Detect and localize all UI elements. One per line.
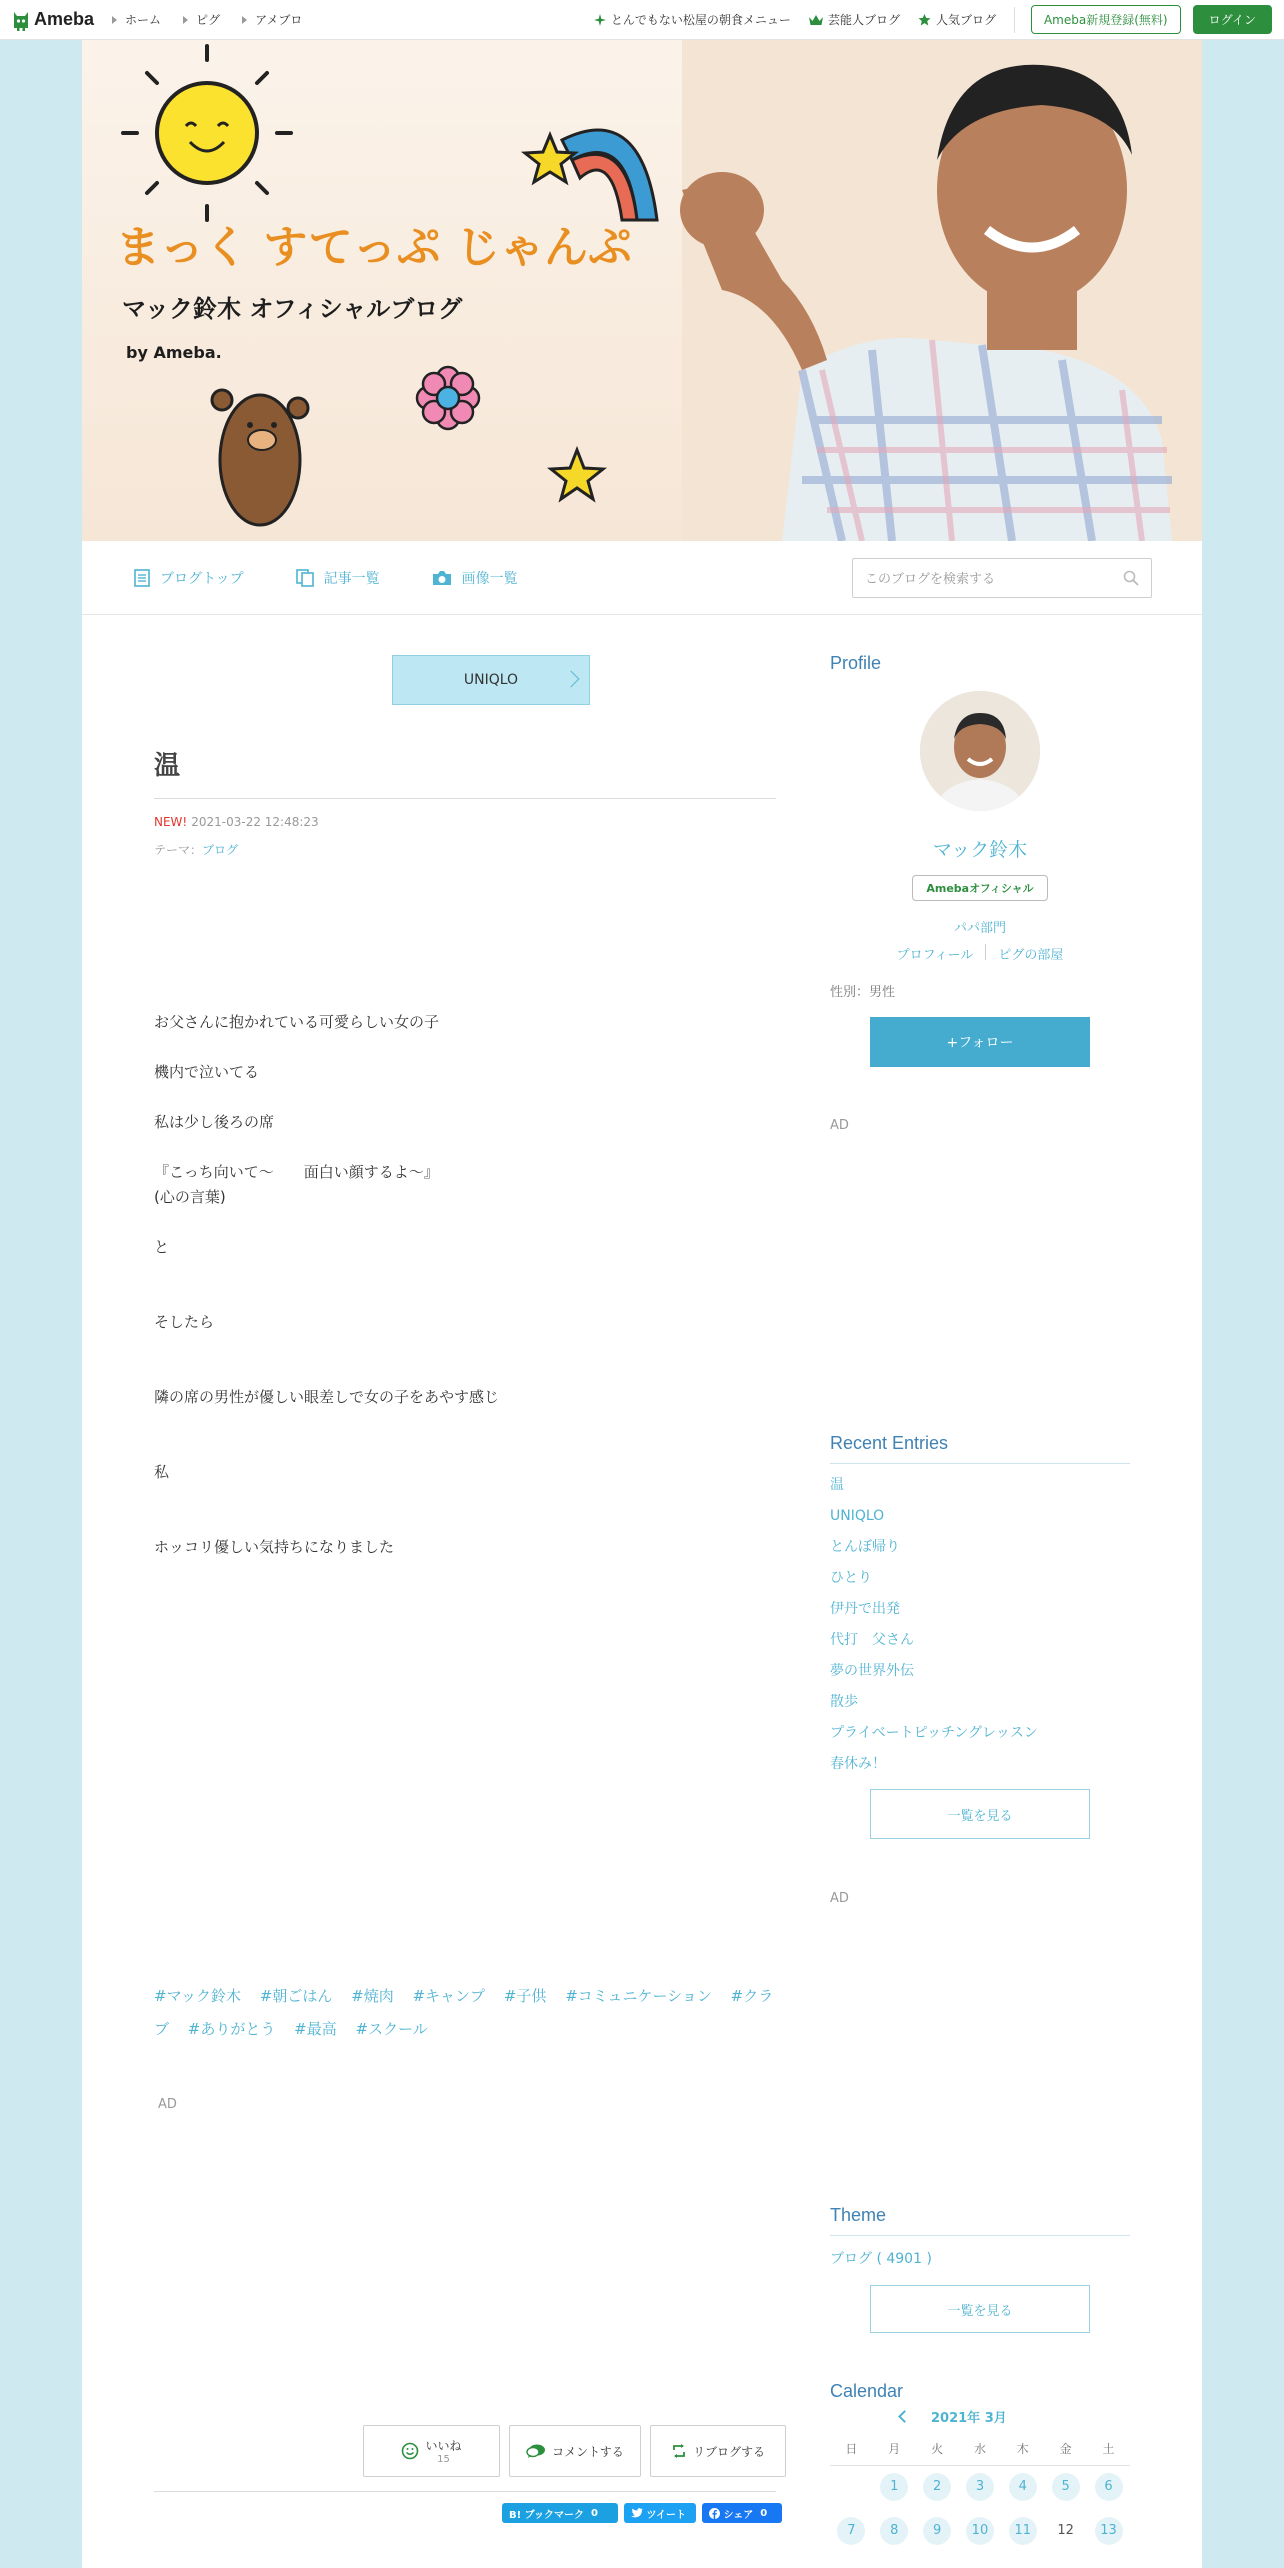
entry-meta: [154, 815, 319, 829]
tweet-button[interactable]: ツイート: [624, 2503, 696, 2523]
register-button[interactable]: Ameba新規登録(無料): [1031, 5, 1181, 34]
entry-theme: テーマ：ブログ: [154, 843, 239, 857]
blogger-photo: [680, 40, 1202, 541]
document-icon: [134, 569, 150, 587]
calendar-day[interactable]: 9: [923, 2517, 951, 2545]
weekday-label: 土: [1087, 2433, 1130, 2465]
entry-title: 温: [154, 745, 776, 799]
flower-illustration: [417, 367, 479, 429]
like-button[interactable]: [363, 2425, 500, 2477]
ameba-logo[interactable]: [12, 8, 94, 32]
entry-body: [154, 1010, 776, 1560]
divider: [154, 2491, 776, 2492]
calendar-day[interactable]: 5: [1052, 2473, 1080, 2501]
body-line: 隣の席の男性が優しい眼差しで女の子をあやす感じ: [154, 1388, 500, 1406]
header-by-ameba: by Ameba.: [126, 343, 222, 362]
share-buttons: [496, 2503, 782, 2523]
hashtag-list: [154, 1980, 776, 2046]
entry-actions: [354, 2425, 786, 2477]
calendar-month: 2021年 3月: [931, 2411, 1007, 2426]
nav-ameblo[interactable]: アメブロ: [242, 11, 302, 28]
official-badge: Amebaオフィシャル: [912, 875, 1048, 901]
calendar-day[interactable]: 6: [1095, 2473, 1123, 2501]
like-count: 15: [437, 2453, 450, 2465]
hashtag[interactable]: #クラブ: [154, 1987, 774, 2038]
profile-link[interactable]: プロフィール: [896, 948, 974, 963]
recent-entry[interactable]: 伊丹で出発: [830, 1601, 900, 1617]
shooting-star-illustration: [525, 130, 657, 220]
weekday-label: 金: [1044, 2433, 1087, 2465]
see-all-themes-button[interactable]: 一覧を見る: [870, 2285, 1090, 2333]
recent-entry[interactable]: とんぼ帰り: [830, 1539, 900, 1555]
calendar-day[interactable]: 8: [880, 2517, 908, 2545]
camera-icon: [432, 570, 452, 586]
entry-theme-link[interactable]: ブログ: [202, 843, 239, 857]
calendar-nav: [900, 2407, 1007, 2426]
hashtag[interactable]: #コミュニケーション: [565, 1987, 712, 2005]
calendar-day[interactable]: 13: [1095, 2517, 1123, 2545]
star-icon: [918, 14, 931, 26]
smile-icon: [401, 2442, 419, 2460]
matsuya-link[interactable]: とんでもない松屋の朝食メニュー: [594, 11, 791, 28]
calendar-day[interactable]: 11: [1009, 2517, 1037, 2545]
image-list-link[interactable]: 画像一覧: [432, 568, 518, 588]
profile-name[interactable]: マック鈴木: [932, 839, 1028, 861]
theme-link[interactable]: ブログ ( 4901 ): [830, 2251, 932, 2267]
hashtag[interactable]: #子供: [503, 1987, 547, 2005]
calendar-heading: Calendar: [830, 2381, 904, 2401]
body-line: 機内で泣いてる: [154, 1063, 260, 1081]
header-illustration: [82, 40, 1202, 541]
hashtag[interactable]: #スクール: [355, 2020, 428, 2038]
weekday-label: 日: [830, 2433, 873, 2465]
body-line: と: [154, 1238, 170, 1256]
comment-icon: [526, 2443, 546, 2459]
recent-entry[interactable]: 散歩: [830, 1694, 858, 1710]
reblog-icon: [671, 2443, 687, 2459]
sun-illustration: [123, 46, 291, 220]
ameba-cat-icon: [12, 8, 30, 32]
hashtag[interactable]: #キャンプ: [412, 1987, 486, 2005]
hatena-count: 0: [590, 2507, 598, 2519]
recent-entry[interactable]: UNIQLO: [830, 1508, 885, 1524]
entry-list-link[interactable]: 記事一覧: [296, 568, 380, 588]
entry-datetime: 2021-03-22 12:48:23: [191, 815, 319, 829]
copy-icon: [296, 569, 314, 587]
facebook-count: 0: [760, 2507, 768, 2519]
hashtag[interactable]: #焼肉: [351, 1987, 394, 2005]
recent-entry[interactable]: 夢の世界外伝: [830, 1663, 914, 1679]
calendar-day[interactable]: 1: [880, 2473, 908, 2501]
nav-home[interactable]: ホーム: [112, 11, 161, 28]
facebook-icon: [709, 2508, 720, 2519]
facebook-share-button[interactable]: シェア 0: [702, 2503, 782, 2523]
weekday-label: 火: [916, 2433, 959, 2465]
ad-label: AD: [830, 1118, 849, 1133]
main-content: [82, 615, 1202, 2568]
celebrity-blog-link[interactable]: 芸能人ブログ: [809, 11, 900, 28]
login-button[interactable]: ログイン: [1193, 5, 1272, 34]
calendar-day[interactable]: 7: [837, 2517, 865, 2545]
header-actions: [594, 5, 1284, 34]
ad-label: AD: [830, 1891, 849, 1906]
recent-entry[interactable]: ひとり: [830, 1570, 872, 1586]
crown-icon: [809, 14, 823, 26]
avatar[interactable]: [920, 691, 1040, 811]
chevron-left-icon[interactable]: [898, 2410, 911, 2423]
category-link[interactable]: パパ部門: [953, 921, 1006, 936]
hashtag[interactable]: #最高: [294, 2020, 337, 2038]
recent-entry[interactable]: 代打 父さん: [830, 1632, 914, 1648]
calendar-day[interactable]: 10: [966, 2517, 994, 2545]
next-entry-button[interactable]: UNIQLO: [392, 655, 590, 705]
hashtag[interactable]: #朝ごはん: [259, 1987, 333, 2005]
body-line: 『こっち向いて〜 面白い顔するよ〜』: [154, 1163, 439, 1181]
theme-heading: Theme: [830, 2205, 1130, 2236]
recent-entries-list: [830, 1475, 1130, 1785]
blog-top-link[interactable]: ブログトップ: [134, 568, 244, 588]
bear-illustration: [212, 390, 308, 525]
profile-heading: Profile: [830, 653, 882, 673]
small-star-illustration: [551, 450, 603, 499]
header-title-line2: マック鈴木 オフィシャルブログ: [122, 295, 463, 323]
recent-entry[interactable]: 春休み！: [830, 1756, 886, 1772]
global-nav: [112, 11, 324, 28]
sparkle-icon: [594, 14, 606, 26]
reblog-button[interactable]: リブログする: [650, 2425, 786, 2477]
profile-links: [830, 944, 1130, 963]
divider: [985, 944, 986, 960]
hashtag[interactable]: #マック鈴木: [154, 1987, 241, 2005]
hatena-bookmark-button[interactable]: B! ブックマーク 0: [502, 2503, 618, 2523]
calendar: [830, 2433, 1130, 2553]
blog-nav: [82, 541, 1202, 615]
weekday-label: 木: [1001, 2433, 1044, 2465]
weekday-label: 水: [959, 2433, 1002, 2465]
hashtag[interactable]: #ありがとう: [187, 2020, 276, 2038]
body-line: ホッコリ優しい気持ちになりました: [154, 1538, 395, 1556]
nav-pigg[interactable]: ピグ: [183, 11, 220, 28]
twitter-icon: [631, 2508, 643, 2518]
ameba-logo-text: Ameba: [34, 9, 95, 29]
new-badge: NEW!: [154, 815, 188, 829]
body-line: そしたら: [154, 1313, 215, 1331]
body-line: (心の言葉): [154, 1188, 226, 1206]
triangle-icon: [183, 16, 188, 24]
recent-entries-heading: Recent Entries: [830, 1433, 1130, 1464]
calendar-empty: [830, 2465, 873, 2509]
triangle-icon: [242, 16, 247, 24]
search-placeholder: このブログを検索する: [865, 572, 996, 587]
calendar-day[interactable]: 2: [923, 2473, 951, 2501]
avatar-photo: [920, 691, 1040, 811]
chevron-right-icon: [563, 671, 580, 688]
like-label: いいね: [425, 2438, 462, 2453]
header-title-part1: まっく すてっぷ じゃんぷ: [116, 222, 632, 273]
calendar-day: 12: [1057, 2523, 1074, 2538]
header-divider: [1014, 7, 1015, 33]
recent-entry[interactable]: プライベートピッチングレッスン: [830, 1725, 1038, 1741]
search-icon[interactable]: [1123, 570, 1139, 586]
ad-label: AD: [158, 2097, 177, 2112]
weekday-label: 月: [873, 2433, 916, 2465]
calendar-day[interactable]: 3: [966, 2473, 994, 2501]
see-all-entries-button[interactable]: 一覧を見る: [870, 1789, 1090, 1839]
comment-button[interactable]: コメントする: [509, 2425, 641, 2477]
body-line: お父さんに抱かれている可愛らしい女の子: [154, 1013, 440, 1031]
triangle-icon: [112, 16, 117, 24]
popular-blog-link[interactable]: 人気ブログ: [918, 11, 996, 28]
global-header: [0, 0, 1284, 40]
pigg-room-link[interactable]: ピグの部屋: [998, 948, 1064, 963]
follow-button[interactable]: +フォロー: [870, 1017, 1090, 1067]
recent-entry[interactable]: 温: [830, 1477, 844, 1493]
blog-search-input[interactable]: [852, 558, 1152, 598]
body-line: 私は少し後ろの席: [154, 1113, 275, 1131]
body-line: 私: [154, 1463, 170, 1481]
calendar-day[interactable]: 4: [1009, 2473, 1037, 2501]
blog-header-image[interactable]: [82, 40, 1202, 541]
profile-gender: 性別：男性: [830, 985, 896, 1000]
